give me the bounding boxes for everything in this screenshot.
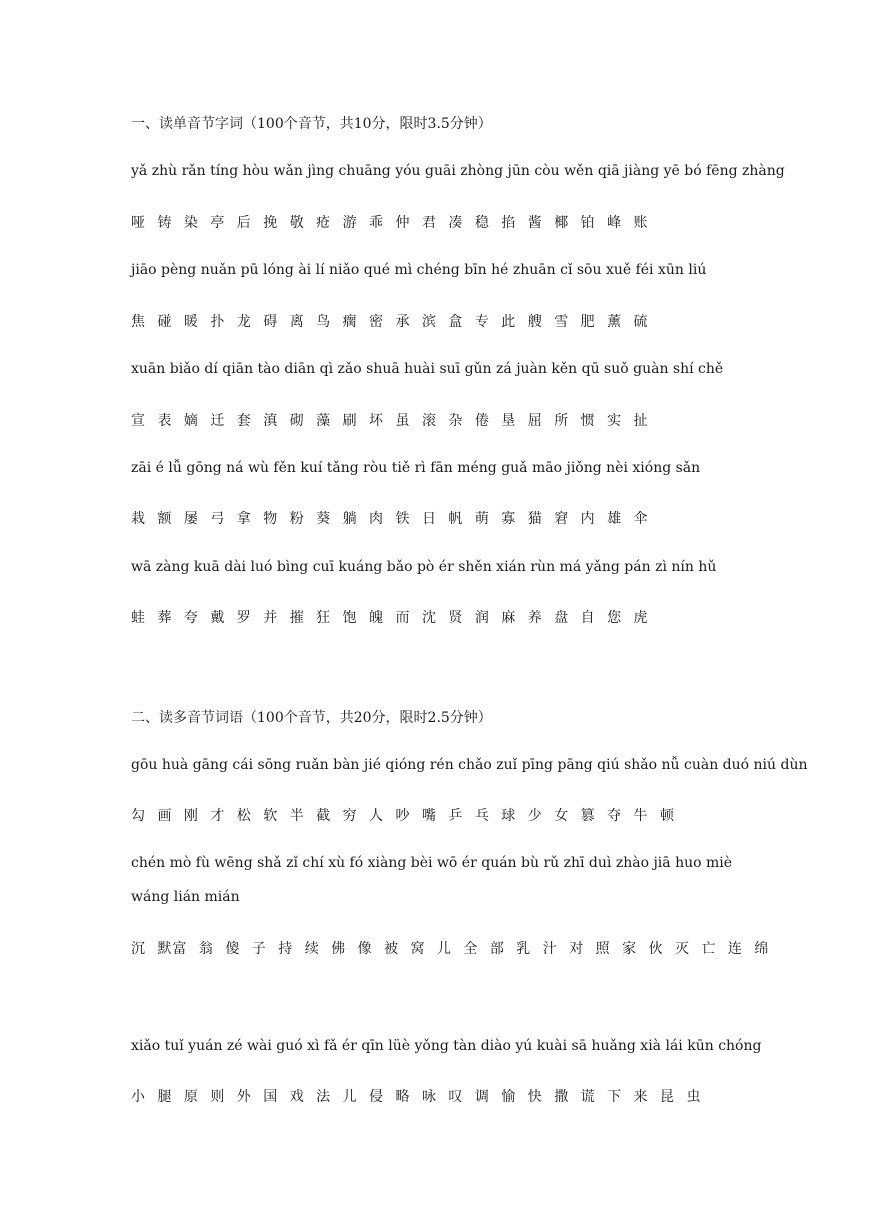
section2-pinyin-row-2: chén mò fù wēng shǎ zǐ chí xù fó xiàng bèi wō ér quán bù rǔ zhī duì zhào jiā huo miè wáng lián mián (131, 855, 733, 905)
section1-hanzi-row-4: 栽 额 屡 弓 拿 物 粉 葵 躺 肉 铁 日 帆 萌 寡 猫 窘 内 雄 伞 (131, 511, 649, 527)
section1-pinyin-row-4: zāi é lǚ gōng ná wù fěn kuí tǎng ròu tiě rì fān méng guǎ māo jiǒng nèi xióng sǎn (131, 460, 701, 476)
section1-hanzi-row-2: 焦 碰 暖 扑 龙 碍 离 鸟 瘸 密 承 滨 盒 专 此 艘 雪 肥 薰 硫 (131, 314, 649, 330)
section1-heading: 一、读单音节字词（100个音节，共10分，限时3.5分钟） (131, 116, 492, 132)
section1-pinyin-row-1: yǎ zhù rǎn tíng hòu wǎn jìng chuāng yóu guāi zhòng jūn còu wěn qiā jiàng yē bó fēng zhàng (131, 163, 785, 179)
section2-hanzi-row-2: 沉 默富 翁 傻 子 持 续 佛 像 被 窝 儿 全 部 乳 汁 对 照 家 伙 灭 亡 连 绵 (131, 941, 770, 957)
section2-pinyin-row-3: xiǎo tuǐ yuán zé wài guó xì fǎ ér qīn lüè yǒng tàn diào yú kuài sā huǎng xià lái kūn chóng (131, 1038, 762, 1054)
section2-hanzi-row-1: 勾 画 刚 才 松 软 半 截 穷 人 吵 嘴 乒 乓 球 少 女 篡 夺 牛 顿 (131, 808, 676, 824)
section1-pinyin-row-3: xuān biǎo dí qiān tào diān qì zǎo shuā huài suī gǔn zá juàn kěn qū suǒ guàn shí chě (131, 361, 724, 377)
section2-pinyin-row-1: gōu huà gāng cái sōng ruǎn bàn jié qióng rén chǎo zuǐ pīng pāng qiú shǎo nǚ cuàn duó niú dùn (131, 757, 808, 773)
section1-hanzi-row-3: 宣 表 嫡 迁 套 滇 砌 藻 刷 坏 虽 滚 杂 倦 垦 屈 所 惯 实 扯 (131, 413, 649, 429)
section1-hanzi-row-1: 哑 铸 染 亭 后 挽 敬 疮 游 乖 仲 君 凑 稳 掐 酱 椰 铂 峰 账 (131, 215, 649, 231)
section1-pinyin-row-5: wā zàng kuā dài luó bìng cuī kuáng bǎo pò ér shěn xián rùn má yǎng pán zì nín hǔ (131, 559, 717, 575)
section2-heading: 二、读多音节词语（100个音节，共20分，限时2.5分钟） (131, 710, 492, 726)
section2-hanzi-row-3: 小 腿 原 则 外 国 戏 法 儿 侵 略 咏 叹 调 愉 快 撒 谎 下 来 昆 虫 (131, 1089, 702, 1105)
section1-pinyin-row-2: jiāo pèng nuǎn pū lóng ài lí niǎo qué mì chéng bīn hé zhuān cǐ sōu xuě féi xūn liú (131, 262, 707, 278)
section1-hanzi-row-5: 蛙 葬 夸 戴 罗 并 摧 狂 饱 魄 而 沈 贤 润 麻 养 盘 自 您 虎 (131, 610, 649, 626)
